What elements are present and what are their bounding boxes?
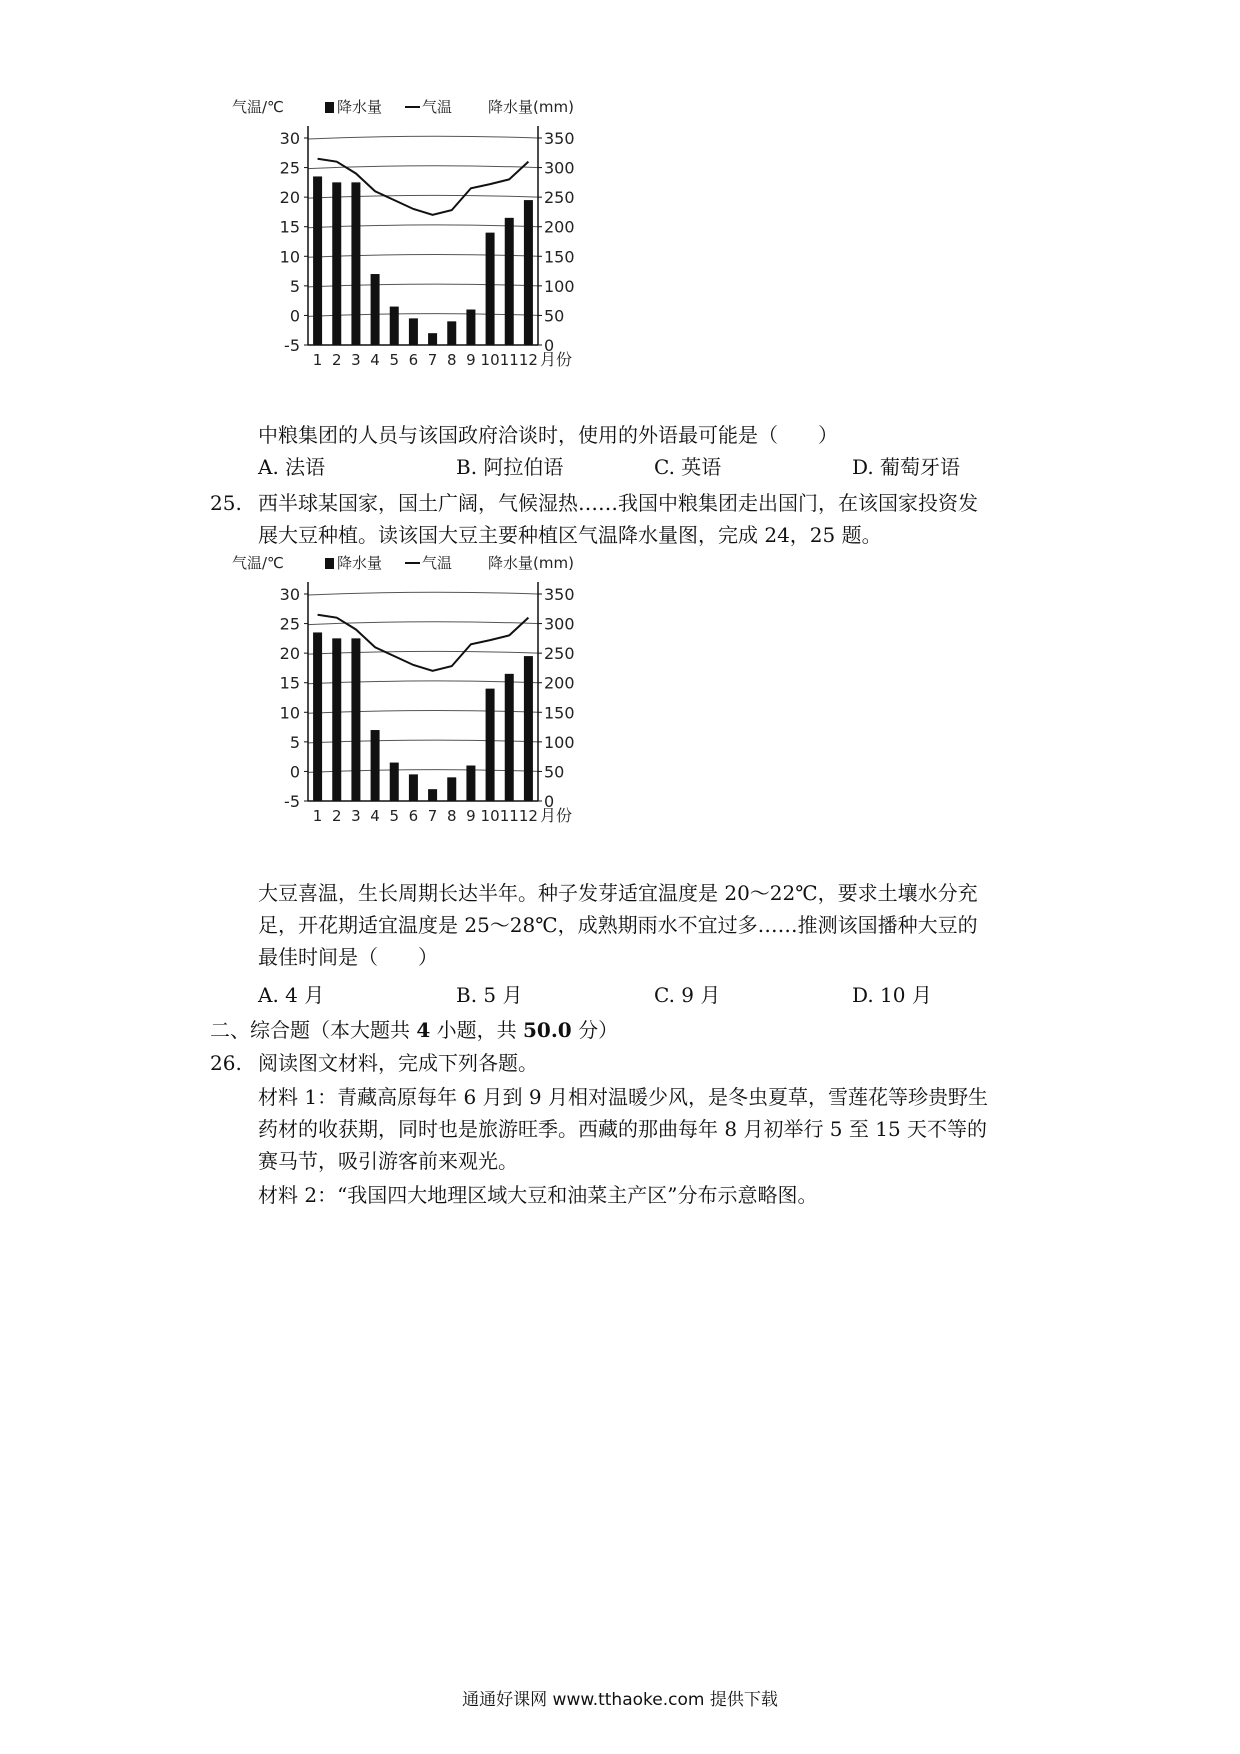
right-tick-label: 0 (544, 792, 555, 811)
x-tick-label: 5 (389, 807, 400, 825)
left-tick-label: 5 (289, 732, 300, 752)
precip-bar (466, 766, 475, 801)
precip-bar (524, 656, 533, 801)
x-tick-label: 3 (351, 351, 361, 369)
left-tick-label: 10 (279, 247, 300, 267)
gridline (308, 770, 538, 773)
precip-bar (371, 274, 380, 345)
right-tick-label: 150 (544, 247, 575, 267)
x-tick-label: 12 (518, 807, 538, 825)
section-2-count: 4 (416, 1018, 431, 1042)
climate-chart-1-svg (232, 98, 670, 425)
right-tick-label: 100 (544, 276, 575, 296)
ylabel-left: 气温/℃ (232, 98, 284, 116)
section-2-suffix: 分） (571, 1018, 619, 1042)
q26-intro: 阅读图文材料，完成下列各题。 (258, 1051, 538, 1075)
precip-bar (447, 777, 456, 801)
right-tick-label: 150 (544, 703, 575, 723)
precip-bar (351, 182, 360, 345)
precip-bar (332, 638, 341, 801)
ylabel-left: 气温/℃ (232, 554, 284, 572)
right-tick-label: 350 (544, 129, 575, 148)
q25-option-d: D. 10 月 (852, 983, 932, 1007)
precip-bar (313, 632, 322, 801)
section-2-heading (210, 1015, 618, 1045)
gridline (308, 711, 538, 714)
x-tick-label: 10 (480, 351, 500, 369)
precip-bar (486, 689, 495, 801)
q24-option-c: C. 英语 (654, 455, 722, 479)
left-tick-label: 25 (279, 614, 300, 634)
precip-bar (332, 182, 341, 345)
gridline (308, 592, 538, 595)
precip-bar (486, 233, 495, 345)
x-tick-label: 4 (370, 807, 380, 825)
gridline (308, 651, 538, 654)
gridline (308, 314, 538, 317)
precip-bar (505, 218, 514, 345)
precip-bar (390, 307, 399, 345)
q26-material1-line1: 材料 1：青藏高原每年 6 月到 9 月相对温暖少风，是冬虫夏草，雪莲花等珍贵野生 (258, 1085, 988, 1109)
q25-option-c: C. 9 月 (654, 983, 721, 1007)
x-tick-label: 11 (499, 807, 519, 825)
precip-bar (409, 774, 418, 801)
precip-bar (390, 763, 399, 801)
gridline (308, 195, 538, 198)
right-tick-label: 50 (544, 306, 565, 326)
left-tick-label: 30 (279, 585, 300, 604)
precip-bar (524, 200, 533, 345)
q24-option-a: A. 法语 (258, 455, 326, 479)
left-tick-label: 15 (279, 673, 300, 693)
left-tick-label: 20 (279, 188, 300, 208)
q24-option-b: B. 阿拉伯语 (456, 455, 564, 479)
section-2-score: 50.0 (523, 1018, 572, 1042)
climate-chart-1 (232, 98, 670, 425)
gridline (308, 681, 538, 684)
x-tick-label: 5 (389, 351, 400, 369)
q26-material2: 材料 2：“我国四大地理区域大豆和油菜主产区”分布示意略图。 (258, 1183, 818, 1207)
page-footer: 通通好课网 www.tthaoke.com 提供下载 (462, 1690, 778, 1710)
legend-bar-swatch (325, 102, 334, 113)
xlabel: 月份 (540, 806, 573, 825)
right-tick-label: 50 (544, 762, 565, 782)
q25-option-a: A. 4 月 (258, 983, 325, 1007)
legend-bar-swatch (325, 558, 334, 569)
gridline (308, 136, 538, 139)
section-2-prefix: 二、综合题（本大题共 (210, 1018, 417, 1042)
x-tick-label: 1 (312, 351, 323, 369)
x-tick-label: 2 (331, 807, 342, 825)
precip-bar (466, 310, 475, 345)
gridline (308, 225, 538, 228)
x-tick-label: 8 (446, 351, 457, 369)
x-tick-label: 2 (331, 351, 342, 369)
precip-bar (351, 638, 360, 801)
right-tick-label: 250 (544, 188, 575, 208)
left-tick-label: 30 (279, 129, 300, 148)
right-tick-label: 100 (544, 732, 575, 752)
q26-material1-line2: 药材的收获期，同时也是旅游旺季。西藏的那曲每年 8 月初举行 5 至 15 天不等的 (258, 1117, 988, 1141)
precip-bar (447, 321, 456, 345)
x-tick-label: 10 (480, 807, 500, 825)
precip-bar (409, 318, 418, 345)
x-tick-label: 8 (446, 807, 457, 825)
x-tick-label: 1 (312, 807, 323, 825)
x-tick-label: 4 (370, 351, 380, 369)
right-tick-label: 300 (544, 614, 575, 634)
x-tick-label: 9 (466, 807, 476, 825)
q25-option-b: B. 5 月 (456, 983, 523, 1007)
ylabel-right: 降水量(mm) (488, 98, 574, 116)
gridline (308, 740, 538, 743)
q25-intro-line2: 展大豆种植。读该国大豆主要种植区气温降水量图，完成 24，25 题。 (258, 523, 882, 547)
left-tick-label: 15 (279, 217, 300, 237)
q24-stem: 中粮集团的人员与该国政府洽谈时，使用的外语最可能是（ ） (258, 423, 838, 447)
left-tick-label: 0 (289, 762, 300, 782)
ylabel-right: 降水量(mm) (488, 554, 574, 572)
precip-bar (428, 789, 437, 801)
q25-stem-line1: 大豆喜温，生长周期长达半年。种子发芽适宜温度是 20～22℃，要求土壤水分充 (258, 881, 978, 905)
x-tick-label: 12 (518, 351, 538, 369)
climate-chart-2 (232, 554, 670, 881)
right-tick-label: 200 (544, 217, 575, 237)
legend-label: 气温 (422, 554, 453, 572)
precip-bar (505, 674, 514, 801)
x-tick-label: 11 (499, 351, 519, 369)
q24-option-d: D. 葡萄牙语 (852, 455, 961, 479)
left-tick-label: 5 (289, 276, 300, 296)
left-tick-label: 0 (289, 306, 300, 326)
precip-bar (371, 730, 380, 801)
x-tick-label: 6 (408, 351, 419, 369)
left-tick-label: 25 (279, 158, 300, 178)
gridline (308, 255, 538, 258)
q26-material1-line3: 赛马节，吸引游客前来观光。 (258, 1149, 518, 1173)
legend-label: 气温 (422, 98, 453, 116)
q25-intro-line1: 西半球某国家，国土广阔，气候湿热……我国中粮集团走出国门，在该国家投资发 (258, 491, 978, 515)
q25-stem-line3: 最佳时间是（ ） (258, 945, 438, 969)
x-tick-label: 7 (427, 807, 438, 825)
q26-number: 26. (210, 1051, 242, 1075)
section-2-middle: 小题，共 (430, 1018, 523, 1042)
right-tick-label: 200 (544, 673, 575, 693)
precip-bar (313, 176, 322, 345)
x-tick-label: 9 (466, 351, 476, 369)
left-tick-label: 20 (279, 644, 300, 664)
q25-number: 25. (210, 491, 242, 515)
gridline (308, 284, 538, 287)
left-tick-label: -5 (284, 336, 300, 355)
q25-stem-line2: 足，开花期适宜温度是 25～28℃，成熟期雨水不宜过多……推测该国播种大豆的 (258, 913, 978, 937)
legend-label: 降水量 (337, 98, 383, 116)
right-tick-label: 250 (544, 644, 575, 664)
left-tick-label: 10 (279, 703, 300, 723)
left-tick-label: -5 (284, 792, 300, 811)
climate-chart-2-svg (232, 554, 670, 881)
right-tick-label: 300 (544, 158, 575, 178)
x-tick-label: 7 (427, 351, 438, 369)
x-tick-label: 6 (408, 807, 419, 825)
legend-label: 降水量 (337, 554, 383, 572)
right-tick-label: 0 (544, 336, 555, 355)
xlabel: 月份 (540, 350, 573, 369)
precip-bar (428, 333, 437, 345)
x-tick-label: 3 (351, 807, 361, 825)
right-tick-label: 350 (544, 585, 575, 604)
